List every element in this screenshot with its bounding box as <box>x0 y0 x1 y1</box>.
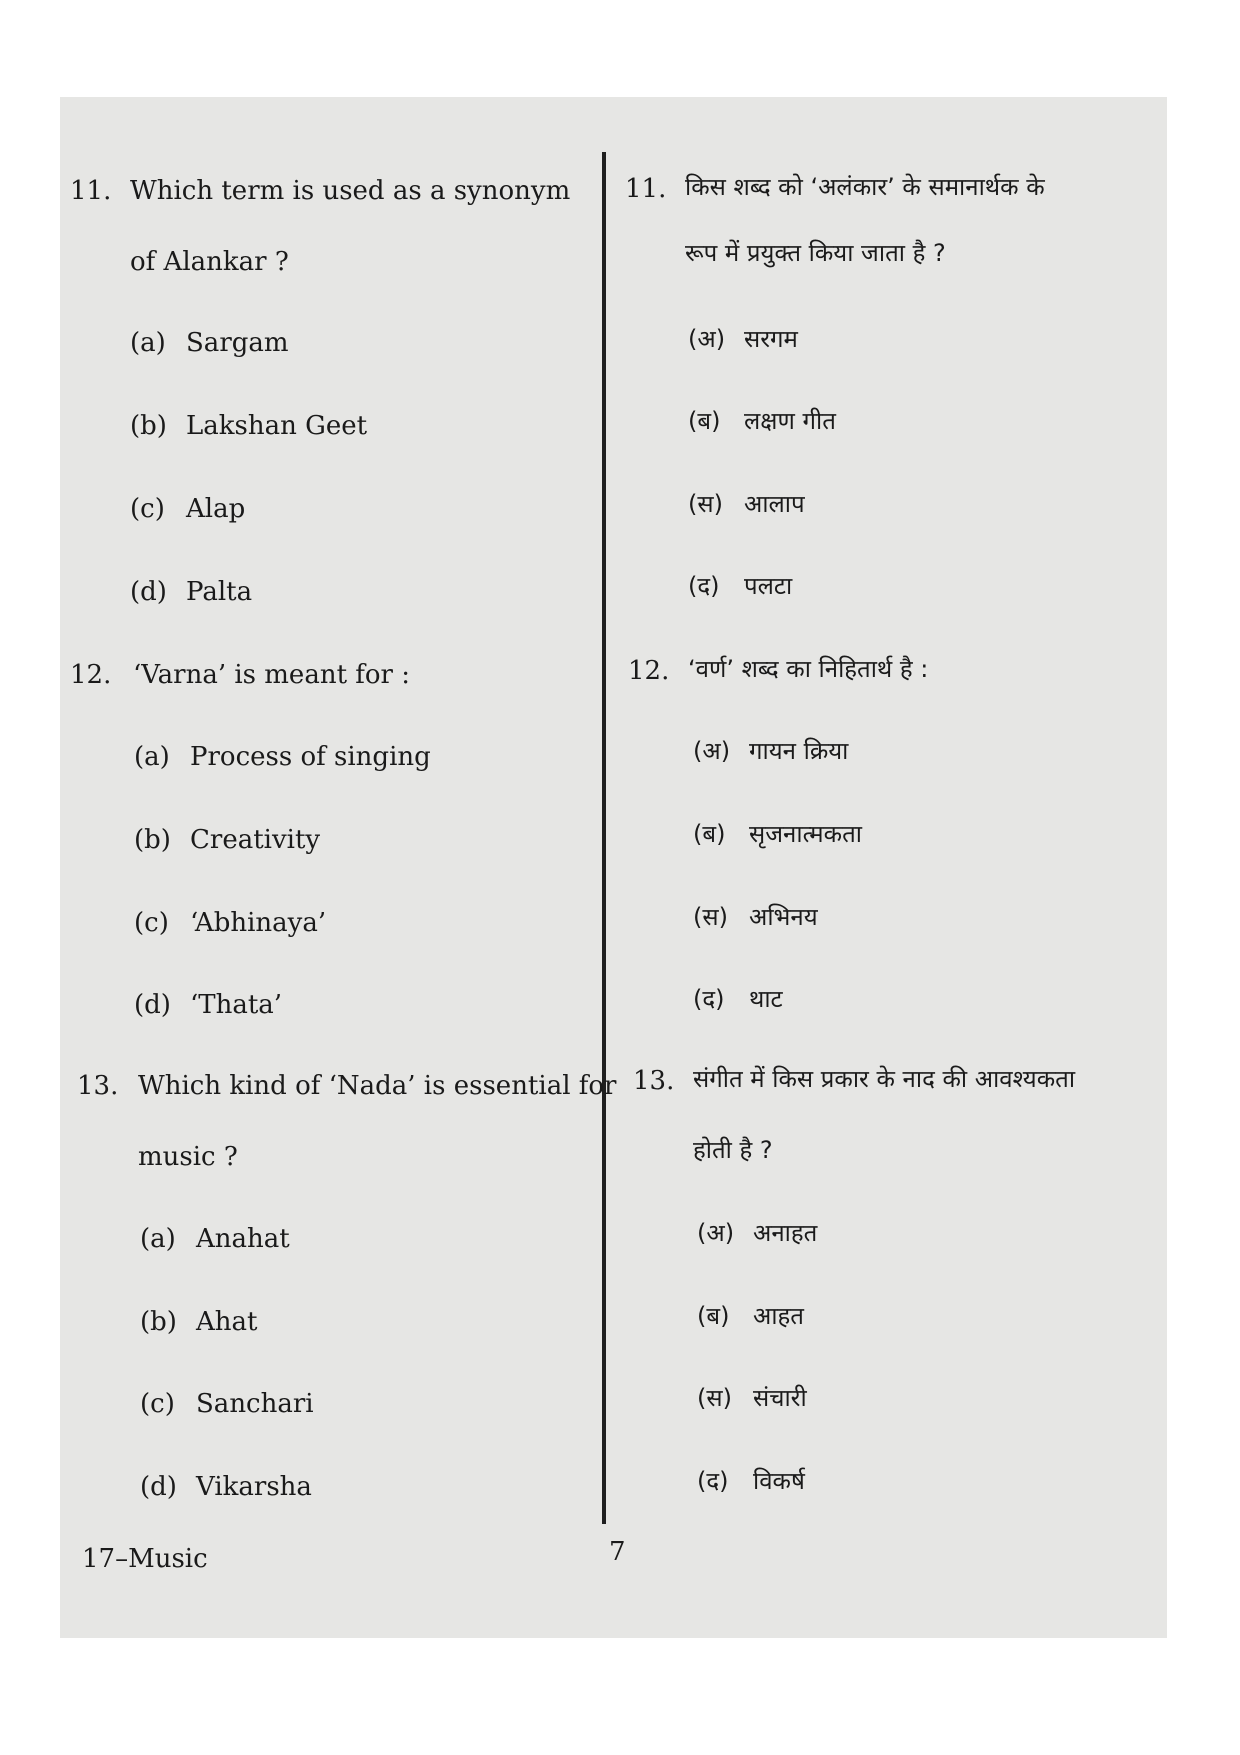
option: (b) Ahat <box>140 1307 258 1337</box>
option: (द) पलटा <box>688 572 793 600</box>
question-number: 12. <box>70 660 112 690</box>
option: (अ) अनाहत <box>697 1219 818 1247</box>
option: (द) थाट <box>693 985 783 1013</box>
question-number: 11. <box>625 174 667 204</box>
option: (ब) आहत <box>697 1302 804 1330</box>
option: (c) Sanchari <box>140 1389 314 1419</box>
question-text-line: किस शब्द को ‘अलंकार’ के समानार्थक के <box>685 173 1045 201</box>
paper-code: 17–Music <box>82 1544 208 1574</box>
option: (d) Palta <box>130 577 253 607</box>
column-divider <box>602 152 606 1524</box>
question-number: 11. <box>70 176 112 206</box>
question-text-line: रूप में प्रयुक्त किया जाता है ? <box>685 239 946 267</box>
question-text-line: music ? <box>138 1142 238 1172</box>
option: (स) अभिनय <box>693 903 818 931</box>
option: (द) विकर्ष <box>697 1467 805 1495</box>
question-text-line: ‘वर्ण’ शब्द का निहितार्थ है : <box>688 655 929 683</box>
question-number: 13. <box>77 1071 119 1101</box>
question-text-line: Which kind of ‘Nada’ is essential for <box>138 1071 617 1101</box>
option: (स) आलाप <box>688 490 805 518</box>
option: (ब) सृजनात्मकता <box>693 820 862 848</box>
option: (स) संचारी <box>697 1384 807 1412</box>
option: (d) ‘Thata’ <box>134 990 283 1020</box>
question-text-line: संगीत में किस प्रकार के नाद की आवश्यकता <box>693 1065 1076 1093</box>
question-number: 13. <box>633 1066 675 1096</box>
option: (a) Sargam <box>130 328 289 358</box>
option: (c) ‘Abhinaya’ <box>134 908 327 938</box>
option: (अ) सरगम <box>688 325 798 353</box>
option: (अ) गायन क्रिया <box>693 737 849 765</box>
option: (d) Vikarsha <box>140 1472 312 1502</box>
question-text-line: Which term is used as a synonym <box>130 176 571 206</box>
question-text-line: of Alankar ? <box>130 247 289 277</box>
option: (c) Alap <box>130 494 246 524</box>
question-number: 12. <box>628 656 670 686</box>
option: (ब) लक्षण गीत <box>688 407 836 435</box>
option: (b) Lakshan Geet <box>130 411 368 441</box>
question-text-line: होती है ? <box>693 1136 773 1164</box>
option: (a) Process of singing <box>134 742 431 772</box>
option: (a) Anahat <box>140 1224 290 1254</box>
option: (b) Creativity <box>134 825 321 855</box>
page-number: 7 <box>609 1537 626 1567</box>
question-text-line: ‘Varna’ is meant for : <box>133 660 411 690</box>
